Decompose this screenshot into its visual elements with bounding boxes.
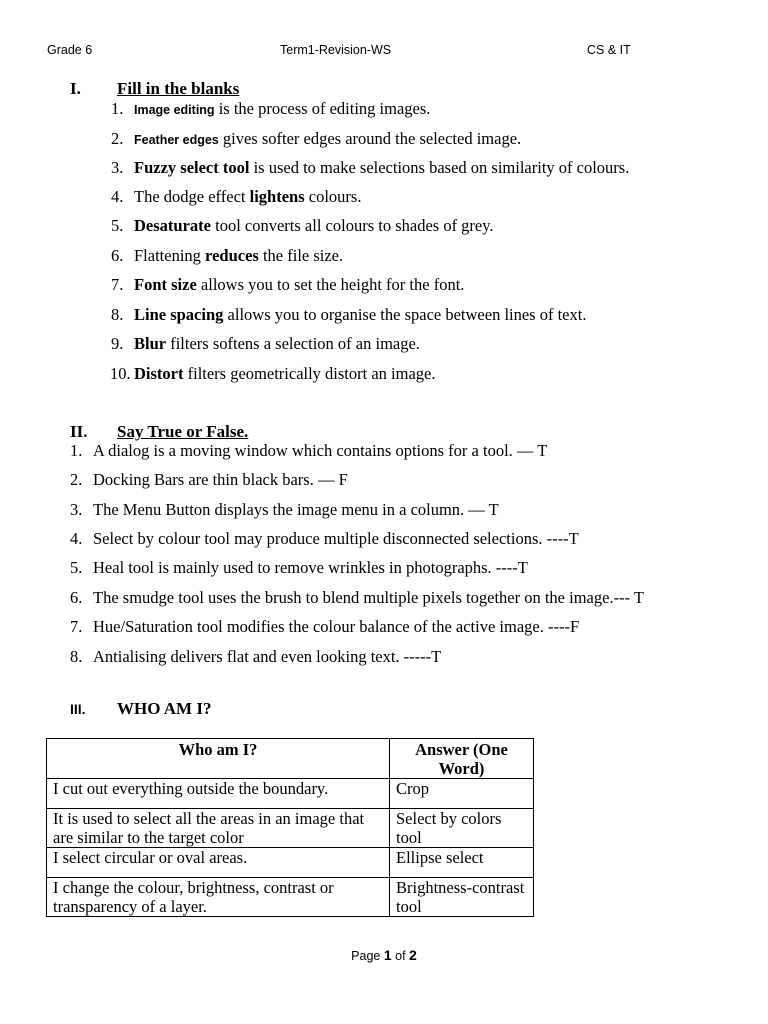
item-number: 6. xyxy=(111,246,124,265)
item-number: 3. xyxy=(70,500,83,519)
item-number: 3. xyxy=(111,158,124,177)
table-cell-question: I cut out everything outside the boundary. xyxy=(47,779,390,809)
item-answer-term: Image editing xyxy=(134,103,215,117)
section-1-heading xyxy=(0,79,768,101)
footer-page-number: 1 xyxy=(383,947,392,963)
table-row xyxy=(47,848,534,878)
table-cell-question: I change the colour, brightness, contrast or transparency of a layer. xyxy=(47,878,390,917)
item-answer-term: Feather edges xyxy=(134,133,219,147)
list-item xyxy=(111,305,586,325)
list-item xyxy=(70,588,644,608)
page-footer xyxy=(0,947,768,963)
list-item xyxy=(70,470,348,490)
list-item xyxy=(110,364,436,384)
list-item xyxy=(70,647,441,667)
item-answer-term: Fuzzy select tool xyxy=(134,158,250,177)
item-text: Hue/Saturation tool modifies the colour balance of the active image. ----F xyxy=(93,617,580,636)
table-cell-answer: Brightness-contrast tool xyxy=(390,878,534,917)
table-cell-answer: Crop xyxy=(390,779,534,809)
item-number: 7. xyxy=(111,275,124,294)
item-text: The Menu Button displays the image menu in a column. — T xyxy=(93,500,499,519)
list-item xyxy=(111,334,420,354)
header-who-am-i: Who am I? xyxy=(47,739,390,779)
who-am-i-table xyxy=(46,738,534,917)
item-number: 6. xyxy=(70,588,83,607)
item-answer-term: Blur xyxy=(134,334,167,353)
section-3-number: III. xyxy=(70,701,86,717)
item-text-after: gives softer edges around the selected image. xyxy=(218,129,522,148)
section-1-title: Fill in the blanks xyxy=(117,79,240,98)
item-number: 7. xyxy=(70,617,83,636)
list-item xyxy=(111,275,464,295)
footer-page-total: 2 xyxy=(409,947,417,963)
header-worksheet-title: Term1-Revision-WS xyxy=(280,43,392,57)
header-answer: Answer (One Word) xyxy=(390,739,534,779)
item-answer-term: reduces xyxy=(205,246,259,265)
item-text-before: The dodge effect xyxy=(134,187,250,206)
footer-page-label: Page xyxy=(351,949,381,963)
list-item xyxy=(111,187,361,207)
item-answer-term: Line spacing xyxy=(134,305,224,324)
item-text-after: colours. xyxy=(304,187,362,206)
section-1-number: I. xyxy=(70,79,81,98)
item-number: 5. xyxy=(111,216,124,235)
section-3-title: WHO AM I? xyxy=(117,699,212,718)
item-text-after: the file size. xyxy=(258,246,344,265)
list-item xyxy=(111,99,430,120)
item-text: The smudge tool uses the brush to blend multiple pixels together on the image.--- T xyxy=(93,588,644,607)
table-row xyxy=(47,878,534,917)
item-text: Antialising delivers flat and even looking text. -----T xyxy=(93,647,442,666)
item-number: 1. xyxy=(70,441,83,460)
item-text: Heal tool is mainly used to remove wrinkles in photographs. ----T xyxy=(93,558,528,577)
list-item xyxy=(111,129,521,150)
item-number: 8. xyxy=(111,305,124,324)
item-text: A dialog is a moving window which contains options for a tool. — T xyxy=(93,441,548,460)
table-row xyxy=(47,809,534,848)
table-header-row xyxy=(47,739,534,779)
item-answer-term: Desaturate xyxy=(134,216,211,235)
footer-of-label: of xyxy=(395,949,406,963)
section-3-heading xyxy=(0,699,768,721)
list-item xyxy=(70,441,547,461)
table-cell-question: I select circular or oval areas. xyxy=(47,848,390,878)
item-text-after: tool converts all colours to shades of grey. xyxy=(210,216,494,235)
list-item xyxy=(70,558,528,578)
item-number: 4. xyxy=(111,187,124,206)
section-2-title: Say True or False. xyxy=(117,422,249,441)
item-text: Docking Bars are thin black bars. — F xyxy=(93,470,348,489)
item-answer-term: Distort xyxy=(134,364,184,383)
item-number: 2. xyxy=(70,470,83,489)
item-number: 8. xyxy=(70,647,83,666)
header-grade: Grade 6 xyxy=(47,43,93,57)
list-item xyxy=(70,500,499,520)
item-number: 1. xyxy=(111,99,124,118)
item-text: Select by colour tool may produce multiple disconnected selections. ----T xyxy=(93,529,579,548)
item-text-after: filters geometrically distort an image. xyxy=(183,364,436,383)
list-item xyxy=(111,158,629,178)
item-text-after: is used to make selections based on similarity of colours. xyxy=(249,158,630,177)
item-number: 10. xyxy=(110,364,131,383)
table-cell-question: It is used to select all the areas in an image that are similar to the target color xyxy=(47,809,390,848)
item-text-after: filters softens a selection of an image. xyxy=(166,334,420,353)
item-text-after: allows you to organise the space between lines of text. xyxy=(223,305,587,324)
item-number: 4. xyxy=(70,529,83,548)
list-item xyxy=(111,216,494,236)
item-answer-term: Font size xyxy=(134,275,197,294)
item-answer-term: lightens xyxy=(249,187,305,206)
item-number: 9. xyxy=(111,334,124,353)
list-item xyxy=(70,617,579,637)
item-text-before: Flattening xyxy=(134,246,206,265)
item-text-after: is the process of editing images. xyxy=(214,99,431,118)
section-2-number: II. xyxy=(70,422,88,441)
table-cell-answer: Select by colors tool xyxy=(390,809,534,848)
header-subject: CS & IT xyxy=(587,43,631,57)
table-row xyxy=(47,779,534,809)
item-number: 5. xyxy=(70,558,83,577)
item-number: 2. xyxy=(111,129,124,148)
list-item xyxy=(70,529,579,549)
item-text-after: allows you to set the height for the font. xyxy=(196,275,465,294)
table-cell-answer: Ellipse select xyxy=(390,848,534,878)
list-item xyxy=(111,246,343,266)
